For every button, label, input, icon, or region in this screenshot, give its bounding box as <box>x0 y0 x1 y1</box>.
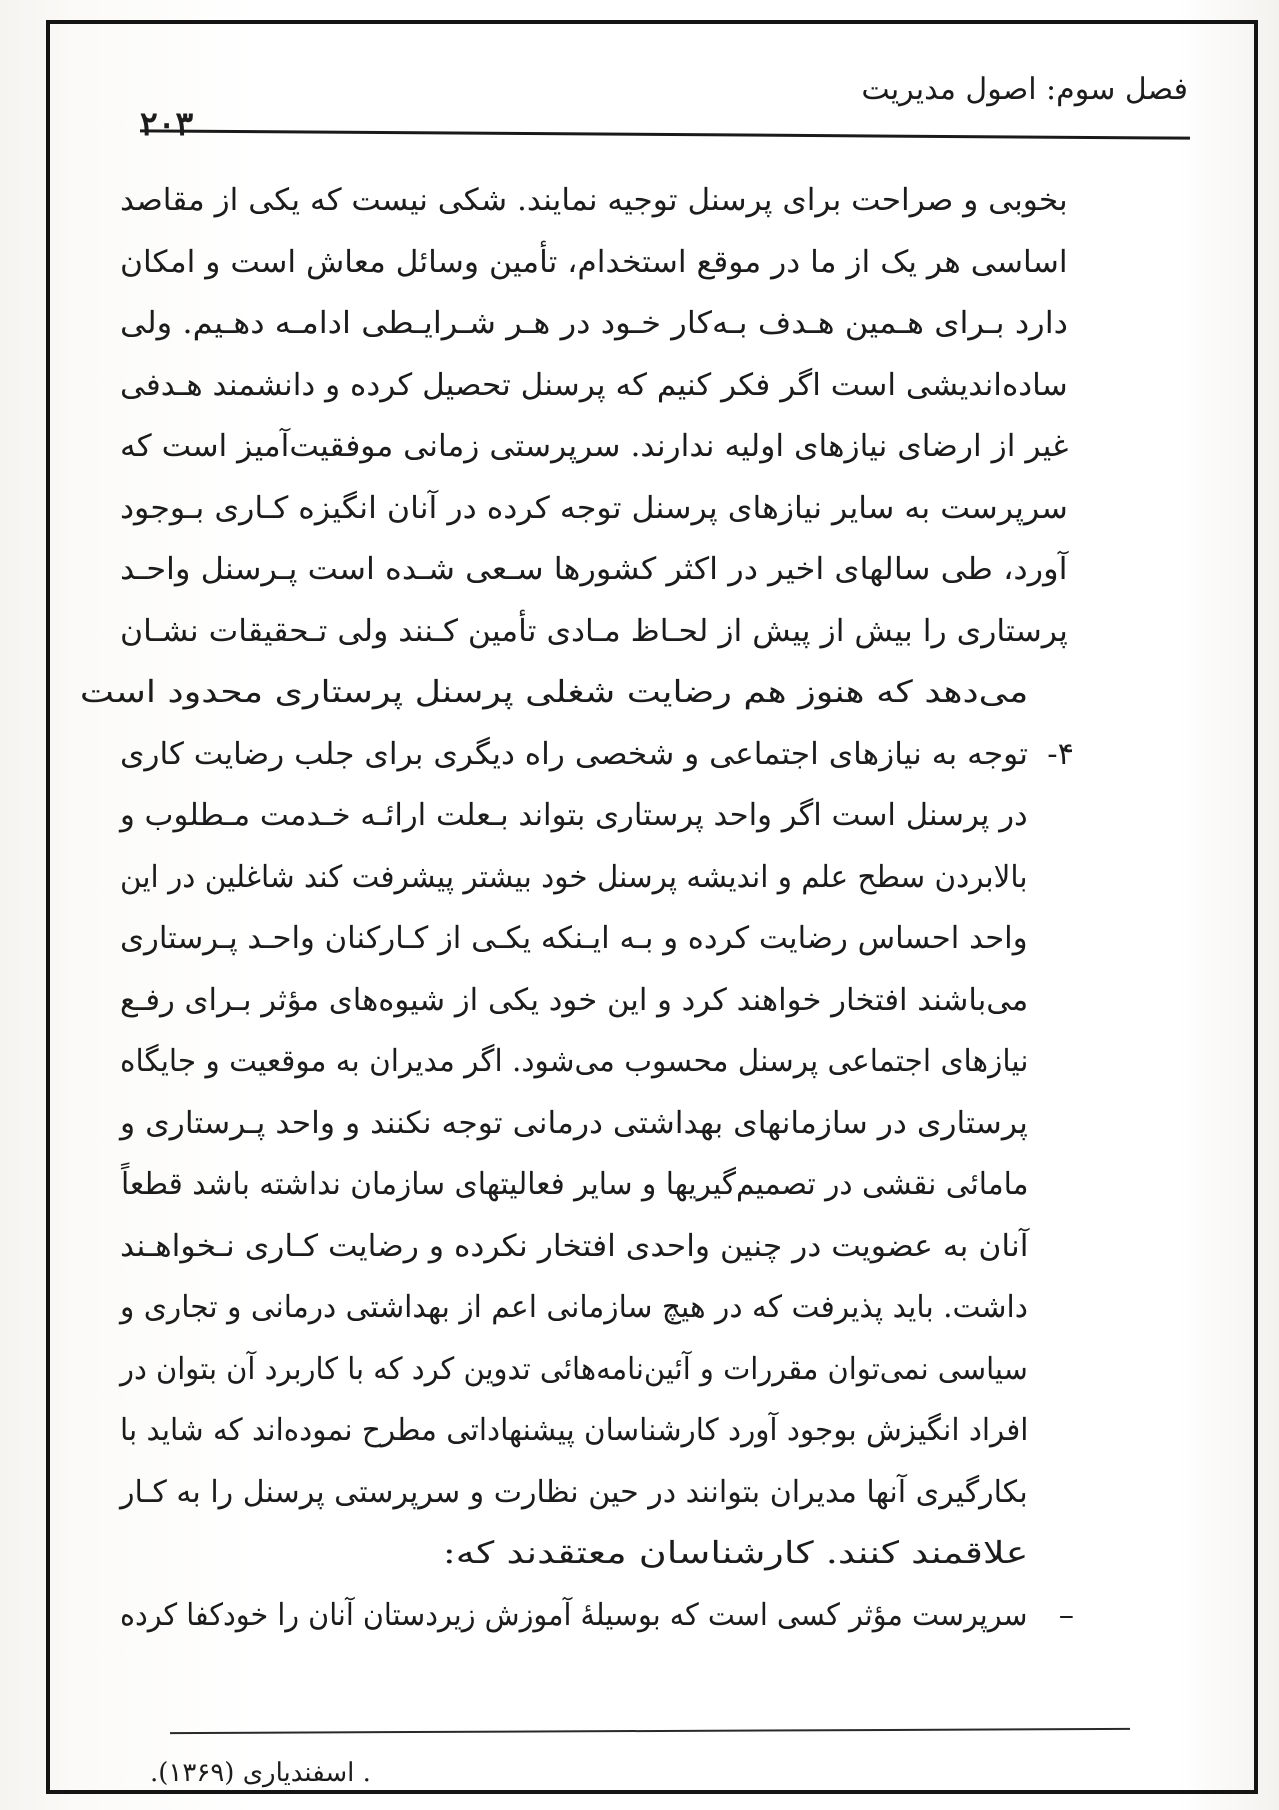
text-line-content: سرپرست مؤثر کسی است که بوسیلهٔ آموزش زیردستان آنان را خودکفا کرده <box>120 1597 1028 1633</box>
text-line <box>79 662 1068 724</box>
text-line-content: می‌دهد که هنوز هم رضایت شغلی پرسنل پرستاری محدود است <box>79 675 1028 710</box>
text-line <box>120 355 1068 417</box>
list-item-number: ۴- <box>1047 736 1074 772</box>
text-line-content: غیر از ارضای نیازهای اولیه ندارند. سرپرستی زمانی موفقیت‌آمیز است که <box>119 429 1068 464</box>
text-line <box>120 970 1068 1032</box>
text-line-content: سیاسی نمی‌توان مقررات و آئین‌نامه‌هائی تدوین کرد که با کاربرد آن بتوان در <box>120 1351 1028 1387</box>
page-number: ۲۰۳ <box>140 104 194 143</box>
text-line <box>120 1216 1068 1278</box>
text-line <box>120 1462 1068 1524</box>
text-line-content: داشت. باید پذیرفت که در هیچ سازمانی اعم از بهداشتی درمانی و تجاری و <box>119 1290 1028 1325</box>
footnote: . اسفندیاری (۱۳۶۹). <box>150 1758 371 1788</box>
text-line-content: اساسی هر یک از ما در موقع استخدام، تأمین وسائل معاش است و امکان <box>120 244 1068 280</box>
text-line <box>120 847 1068 909</box>
text-line <box>120 1400 1068 1462</box>
text-line-content: آورد، طی سالهای اخیر در اکثر کشورها سـعی شـده است پـرسنل واحـد <box>120 552 1068 587</box>
text-line <box>120 908 1068 970</box>
text-line <box>120 416 1068 478</box>
text-line-content: علاقمند کنند. کارشناسان معتقدند که: <box>442 1536 1028 1571</box>
text-line-content: پرستاری در سازمانهای بهداشتی درمانی توجه نکنند و واحد پـرستاری و <box>120 1105 1028 1141</box>
text-line-content: ساده‌اندیشی است اگر فکر کنیم که پرسنل تحصیل کرده و دانشمند هـدفی <box>120 367 1068 403</box>
dash-list-item <box>120 1585 1074 1647</box>
text-line <box>120 478 1068 540</box>
text-line <box>120 293 1068 355</box>
text-line <box>120 1093 1068 1155</box>
text-line <box>120 1339 1068 1401</box>
text-line-content: بخوبی و صراحت برای پرسنل توجیه نمایند. شکی نیست که یکی از مقاصد <box>120 183 1068 218</box>
text-line <box>120 1031 1068 1093</box>
body-text <box>79 170 1074 1646</box>
text-line-content: بکارگیری آنها مدیران بتوانند در حین نظارت و سرپرستی پرسنل را به کـار <box>120 1474 1028 1510</box>
text-line-content: پرستاری را بیش از پیش از لحـاظ مـادی تأمین کـنند ولی تـحقیقات نشـان <box>120 613 1068 649</box>
text-line-content: سرپرست به سایر نیازهای پرسنل توجه کرده در آنان انگیزه کـاری بـوجود <box>120 490 1068 526</box>
text-line-content: دارد بـرای هـمین هـدف بـه‌کار خـود در هـر شـرایـطی ادامـه دهـیم. ولی <box>119 306 1068 341</box>
dash-marker: – <box>1058 1597 1074 1633</box>
text-line-content: توجه به نیازهای اجتماعی و شخصی راه دیگری برای جلب رضایت کاری <box>120 736 1028 772</box>
text-line-content: در پرسنل است اگر واحد پرستاری بتواند بـعلت ارائـه خـدمت مـطلوب و <box>120 798 1028 833</box>
text-line-content: نیازهای اجتماعی پرسنل محسوب می‌شود. اگر مدیران به موقعیت و جایگاه <box>119 1044 1028 1079</box>
chapter-title: فصل سوم: اصول مدیریت <box>861 72 1188 107</box>
text-line <box>120 1154 1068 1216</box>
text-line <box>120 232 1068 294</box>
list-item-4-first-line <box>120 724 1074 786</box>
text-line <box>120 539 1068 601</box>
text-line <box>120 601 1068 663</box>
text-line-content: بالابردن سطح علم و اندیشه پرسنل خود بیشتر پیشرفت کند شاغلین در این <box>120 859 1028 895</box>
text-line <box>120 785 1068 847</box>
text-line-content: افراد انگیزش بوجود آورد کارشناسان پیشنهاداتی مطرح نموده‌اند که شاید با <box>119 1413 1028 1448</box>
text-line <box>120 1277 1068 1339</box>
text-line <box>120 170 1068 232</box>
text-line <box>120 1523 1068 1585</box>
text-line-content: می‌باشند افتخار خواهند کرد و این خود یکی از شیوه‌های مؤثر بـرای رفـع <box>119 982 1028 1018</box>
text-line-content: آنان به عضویت در چنین واحدی افتخار نکرده و رضایت کـاری نـخواهـند <box>119 1228 1028 1264</box>
text-line-content: واحد احساس رضایت کرده و بـه ایـنکه یکـی از کـارکنان واحـد پـرستاری <box>120 921 1028 956</box>
text-line-content: مامائی نقشی در تصمیم‌گیریها و سایر فعالیتهای سازمان نداشته باشد قطعاً <box>120 1167 1028 1202</box>
